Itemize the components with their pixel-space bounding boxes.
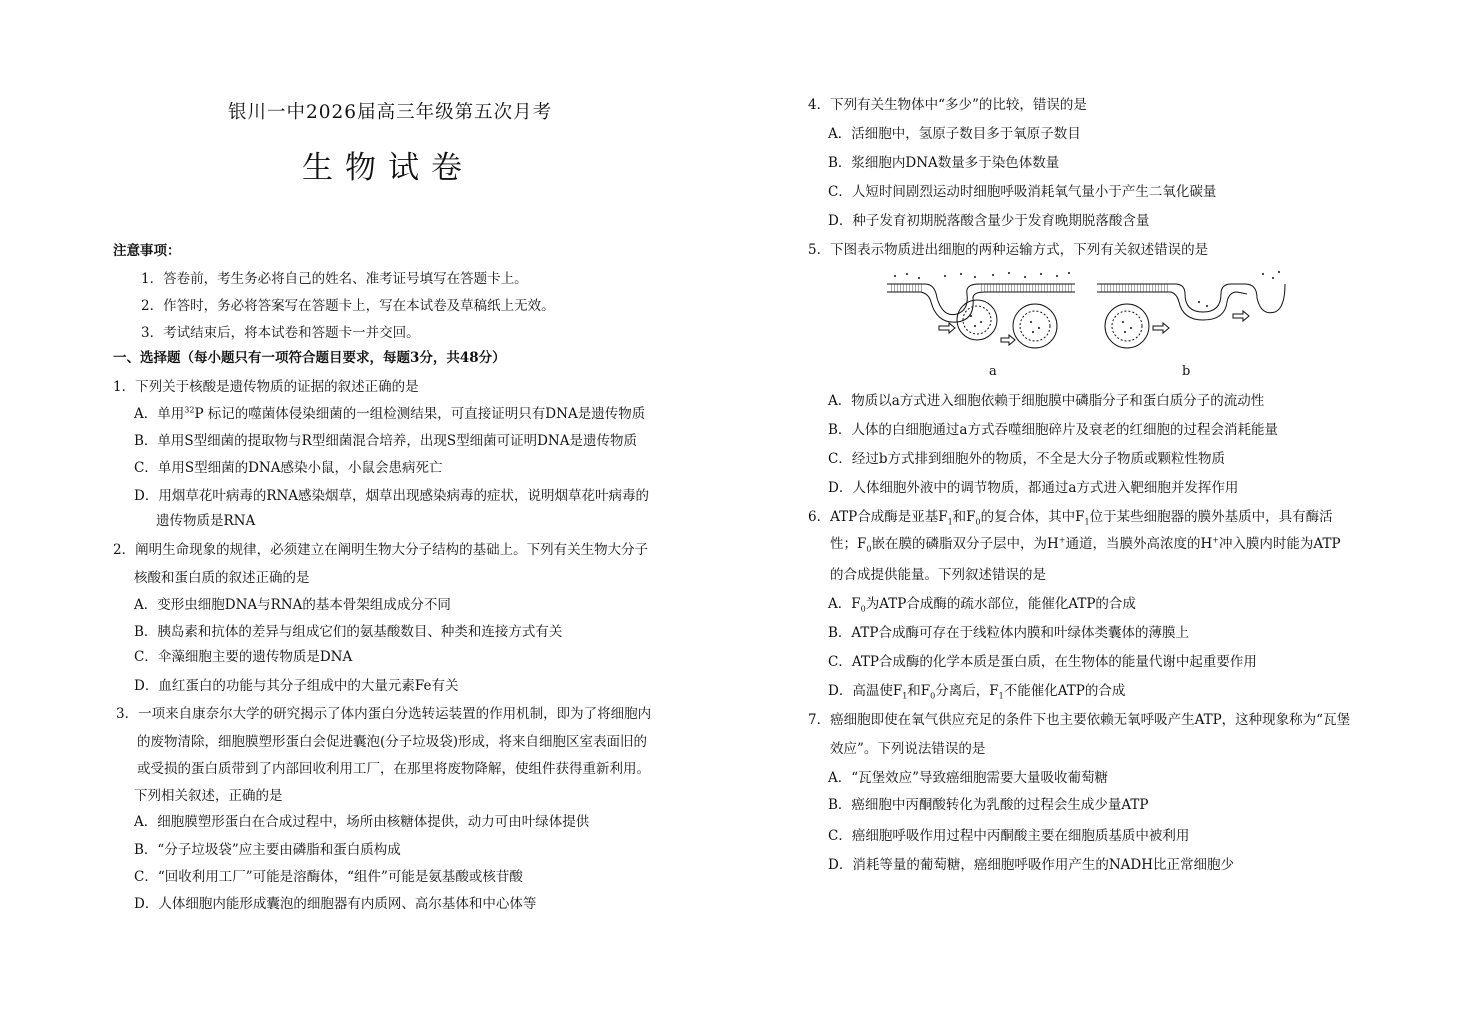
q6-l2-sup1: +	[1058, 535, 1066, 545]
q6-stem-line2	[830, 535, 1341, 553]
q6-l1-1: 6．ATP合成酶是亚基F	[808, 509, 948, 525]
q6-d-1: D．高温使F	[828, 683, 903, 699]
q3-option-c: C．“回收利用工厂”可能是溶酶体，“组件”可能是氨基酸或核苷酸	[134, 869, 523, 885]
notice-item-3: 3．考试结束后，将本试卷和答题卡一并交回。	[141, 325, 420, 341]
q6-stem-line3: 的合成提供能量。下列叙述错误的是	[830, 567, 1046, 583]
notice-heading: 注意事项：	[113, 243, 181, 259]
q6-l1-sub2: 0	[975, 517, 981, 527]
q3-option-b: B．“分子垃圾袋”应主要由磷脂和蛋白质构成	[134, 842, 401, 858]
exam-subtitle: 银川一中2026届高三年级第五次月考	[228, 102, 553, 123]
q3-option-d: D．人体细胞内能形成囊泡的细胞器有内质网、高尔基体和中心体等	[134, 896, 537, 912]
transport-figure	[885, 268, 1295, 386]
q6-option-b: B．ATP合成酶可存在于线粒体内膜和叶绿体类囊体的薄膜上	[828, 625, 1190, 641]
q7-stem-line2: 效应”。下列说法错误的是	[830, 741, 986, 757]
q1-option-c: C．单用S型细菌的DNA感染小鼠，小鼠会患病死亡	[134, 460, 443, 476]
q2-option-a: A．变形虫细胞DNA与RNA的基本骨架组成成分不同	[134, 597, 451, 613]
q4-option-c: C．人短时间剧烈运动时细胞呼吸消耗氧气量小于产生二氧化碳量	[828, 184, 1217, 200]
q6-l1-4: 位于某些细胞器的膜外基质中，具有酶活	[1089, 509, 1333, 525]
notice-item-2: 2．作答时，务必将答案写在答题卡上，写在本试卷及草稿纸上无效。	[141, 298, 555, 314]
q5-stem: 5．下图表示物质进出细胞的两种运输方式，下列有关叙述错误的是	[808, 242, 1209, 258]
q6-d-4: 不能催化ATP的合成	[1003, 683, 1126, 699]
q5-option-c: C．经过b方式排到细胞外的物质，不全是大分子物质或颗粒性物质	[828, 451, 1225, 467]
q1-option-d-line2: 遗传物质是RNA	[156, 513, 256, 529]
q1-a-pre: A．单用	[134, 406, 185, 422]
q6-l1-2: 和F	[952, 509, 976, 525]
q7-option-b: B．癌细胞中丙酮酸转化为乳酸的过程会生成少量ATP	[828, 797, 1149, 813]
q1-option-a	[134, 405, 645, 423]
q6-l2-sub1: 0	[866, 544, 872, 554]
q4-option-d: D．种子发育初期脱落酸含量少于发育晚期脱落酸含量	[828, 213, 1150, 229]
q2-option-c: C．伞藻细胞主要的遗传物质是DNA	[134, 649, 353, 665]
q6-d-2: 和F	[907, 683, 931, 699]
section-heading: 一、选择题（每小题只有一项符合题目要求，每题3分，共48分）	[113, 350, 506, 366]
q1-option-d-line1: D．用烟草花叶病毒的RNA感染烟草，烟草出现感染病毒的症状，说明烟草花叶病毒的	[134, 488, 650, 504]
q6-d-sub1: 1	[902, 691, 908, 701]
q5-option-d: D．人体细胞外液中的调节物质，都通过a方式进入靶细胞并发挥作用	[828, 480, 1239, 496]
q4-option-b: B．浆细胞内DNA数量多于染色体数量	[828, 155, 1060, 171]
q7-stem-line1: 7．癌细胞即使在氧气供应充足的条件下也主要依赖无氧呼吸产生ATP，这种现象称为“瓦堡	[808, 712, 1351, 728]
q3-stem-line1: 3．一项来自康奈尔大学的研究揭示了体内蛋白分选转运装置的作用机制，即为了将细胞内	[116, 706, 652, 722]
endocytosis-diagram-a	[887, 284, 1075, 348]
q6-l1-sub1: 1	[947, 517, 953, 527]
q6-option-d	[828, 682, 1125, 700]
q4-stem: 4．下列有关生物体中“多少”的比较，错误的是	[808, 97, 1087, 113]
q6-l1-sub3: 1	[1084, 517, 1090, 527]
notice-item-1: 1．答卷前，考生务必将自己的姓名、准考证号填写在答题卡上。	[141, 271, 528, 287]
exam-title: 生物试卷	[302, 150, 474, 186]
q6-l2-1: 性；F	[830, 536, 867, 552]
q7-option-a: A．“瓦堡效应”导致癌细胞需要大量吸收葡萄糖	[828, 770, 1109, 786]
q6-l2-4: 冲入膜内时能为ATP	[1218, 536, 1341, 552]
q6-option-c: C．ATP合成酶的化学本质是蛋白质，在生物体的能量代谢中起重要作用	[828, 654, 1257, 670]
q6-l2-sup2: +	[1212, 535, 1219, 545]
q1-a-post: P 标记的噬菌体侵染细菌的一组检测结果，可直接证明只有DNA是遗传物质	[194, 406, 646, 422]
q1-stem: 1．下列关于核酸是遗传物质的证据的叙述正确的是	[113, 379, 419, 395]
q6-a-sub: 0	[860, 604, 866, 614]
q3-stem-line2: 的废物清除，细胞膜塑形蛋白会促进囊泡(分子垃圾袋)形成，将来自细胞区室表面旧的	[137, 734, 648, 750]
figure-label-a: a	[989, 364, 997, 379]
q4-option-a: A．活细胞中，氢原子数目多于氧原子数目	[828, 126, 1081, 142]
q6-a-1: A．F	[828, 596, 861, 612]
q5-option-a: A．物质以a方式进入细胞依赖于细胞膜中磷脂分子和蛋白质分子的流动性	[828, 393, 1265, 409]
q6-option-a	[828, 595, 1136, 613]
q6-a-2: 为ATP合成酶的疏水部位，能催化ATP的合成	[865, 596, 1136, 612]
exocytosis-diagram-b	[1097, 284, 1285, 348]
q6-l2-2: 嵌在膜的磷脂双分子层中，为H	[871, 536, 1059, 552]
q6-d-3: 分离后，F	[935, 683, 999, 699]
q6-d-sub3: 1	[998, 691, 1004, 701]
q7-option-c: C．癌细胞呼吸作用过程中丙酮酸主要在细胞质基质中被利用	[828, 828, 1190, 844]
q5-option-b: B．人体的白细胞通过a方式吞噬细胞碎片及衰老的红细胞的过程会消耗能量	[828, 422, 1278, 438]
q6-stem-line1	[808, 508, 1333, 526]
q7-option-d: D．消耗等量的葡萄糖，癌细胞呼吸作用产生的NADH比正常细胞少	[828, 857, 1234, 873]
q3-stem-line4: 下列相关叙述，正确的是	[134, 788, 283, 804]
q3-stem-line3: 或受损的蛋白质带到了内部回收利用工厂，在那里将废物降解，使组件获得重新利用。	[137, 761, 650, 777]
q1-option-b: B．单用S型细菌的提取物与R型细菌混合培养，出现S型细菌可证明DNA是遗传物质	[134, 433, 637, 449]
q1-a-sup: 32	[184, 405, 195, 415]
q2-option-d: D．血红蛋白的功能与其分子组成中的大量元素Fe有关	[134, 678, 459, 694]
q6-d-sub2: 0	[930, 691, 936, 701]
q2-option-b: B．胰岛素和抗体的差异与组成它们的氨基酸数目、种类和连接方式有关	[134, 624, 563, 640]
q6-l2-3: 通道，当膜外高浓度的H	[1065, 536, 1213, 552]
figure-label-b: b	[1182, 364, 1191, 379]
q3-option-a: A．细胞膜塑形蛋白在合成过程中，场所由核糖体提供，动力可由叶绿体提供	[134, 814, 590, 830]
q6-l1-3: 的复合体，其中F	[980, 509, 1085, 525]
q2-stem-line2: 核酸和蛋白质的叙述正确的是	[134, 570, 310, 586]
q2-stem-line1: 2．阐明生命现象的规律，必须建立在阐明生物大分子结构的基础上。下列有关生物大分子	[113, 542, 649, 558]
